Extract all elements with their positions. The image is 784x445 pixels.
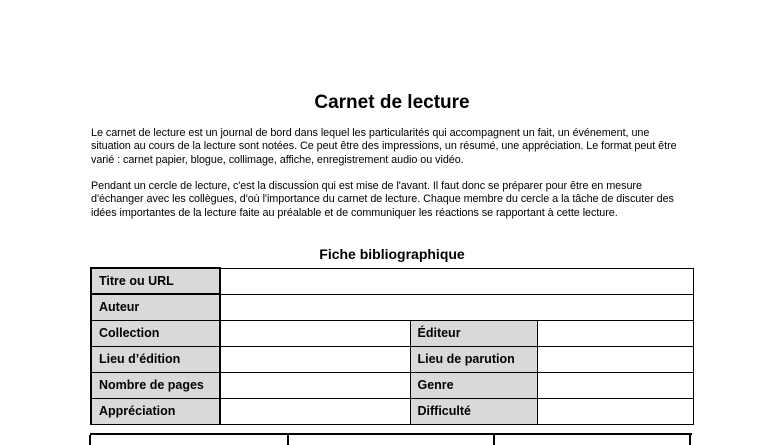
bibliographic-form xyxy=(90,267,694,425)
appreciation-label: Appréciation xyxy=(91,398,220,424)
form-row-lieu xyxy=(91,346,693,372)
lieu-parution-field[interactable] xyxy=(537,346,693,372)
form-row-appreciation xyxy=(91,398,693,424)
lieu-parution-label: Lieu de parution xyxy=(410,346,537,372)
next-table-row-edge xyxy=(90,433,692,445)
appreciation-field[interactable] xyxy=(220,398,410,424)
cell-divider xyxy=(287,435,289,445)
section-title: Fiche bibliographique xyxy=(319,246,465,262)
genre-label: Genre xyxy=(410,372,537,398)
auteur-label: Auteur xyxy=(91,294,220,320)
difficulte-label: Difficulté xyxy=(410,398,537,424)
form-row-pages xyxy=(91,372,693,398)
cell-divider xyxy=(493,435,495,445)
genre-field[interactable] xyxy=(537,372,693,398)
cell-divider xyxy=(89,435,91,445)
lieu-edition-label: Lieu d’édition xyxy=(91,346,220,372)
form-row-auteur xyxy=(91,294,693,320)
cell-divider xyxy=(689,435,691,445)
editeur-field[interactable] xyxy=(537,320,693,346)
form-row-collection xyxy=(91,320,693,346)
collection-field[interactable] xyxy=(220,320,410,346)
intro-paragraph: Le carnet de lecture est un journal de bord dans lequel les particularités qui accompagnent un fait, un événement, une situation au cours de la lecture sont notées. Ce peut être des impressions, un résumé, une appréciation. Le format peut être varié : carnet papier, blogue, collimage, affiche, enregistrement audio ou vidéo. xyxy=(91,127,677,166)
discussion-paragraph: Pendant un cercle de lecture, c'est la discussion qui est mise de l'avant. Il faut donc se préparer pour être en mesure d'échanger avec les collègues, d'où l'importance du carnet de lecture. Chaque membre du cercle a la tâche de discuter des idées importantes de la lecture faite au préalable et de communiquer les réactions se rapportant à cette lecture. xyxy=(91,180,674,219)
nombre-pages-label: Nombre de pages xyxy=(91,372,220,398)
nombre-pages-field[interactable] xyxy=(220,372,410,398)
difficulte-field[interactable] xyxy=(537,398,693,424)
auteur-field[interactable] xyxy=(220,294,693,320)
editeur-label: Éditeur xyxy=(410,320,537,346)
lieu-edition-field[interactable] xyxy=(220,346,410,372)
form-row-titre xyxy=(91,268,693,294)
collection-label: Collection xyxy=(91,320,220,346)
titre-field[interactable] xyxy=(220,268,693,294)
titre-label: Titre ou URL xyxy=(91,268,220,294)
page-title: Carnet de lecture xyxy=(314,92,470,113)
